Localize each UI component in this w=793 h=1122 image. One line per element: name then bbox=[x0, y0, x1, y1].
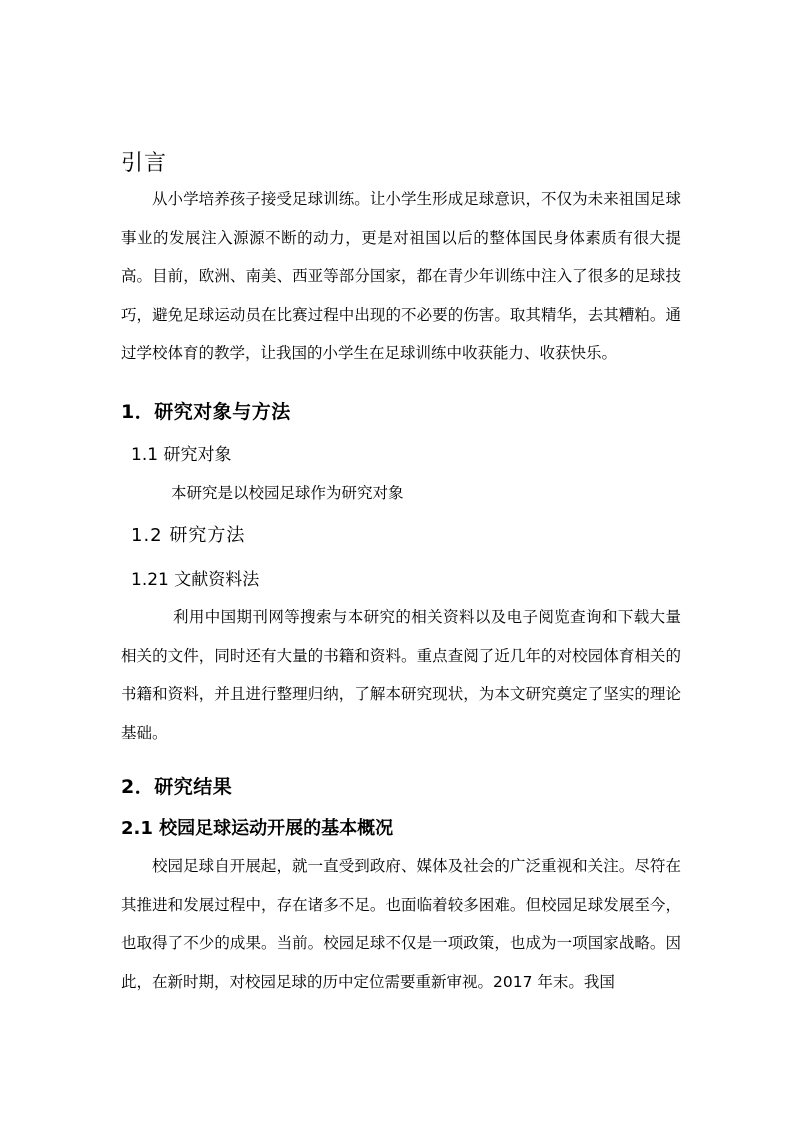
section-1-1-heading: 1.1 研究对象 bbox=[131, 445, 232, 465]
section-1-heading: 1．研究对象与方法 bbox=[121, 401, 291, 423]
section-1-1-text: 本研究是以校园足球作为研究对象 bbox=[171, 484, 404, 502]
section-2-1-paragraph: 校园足球自开展起，就一直受到政府、媒体及社会的广泛重视和关注。尽符在其推进和发展过程中，存在诸多不足。也面临着较多困难。但校园足球发展至今，也取得了不少的成果。当前。校园足球不仅是一项政策，也成为一项国家战略。因此，在新时期，对校园足球的历中定位需要重新审视。2017 年末。我国 bbox=[121, 857, 681, 991]
section-1-21-paragraph: 利用中国期刊网等搜索与本研究的相关资料以及电子阅览查询和下载大量相关的文件，同时还有大量的书籍和资料。重点查阅了近几年的对校园体育相关的书籍和资料，并且进行整理归纳，了解本研究现状，为本文研究奠定了坚实的理论基础。 bbox=[121, 608, 681, 742]
section-1-21-heading: 1.21 文献资料法 bbox=[131, 570, 260, 590]
intro-paragraph: 从小学培养孩子接受足球训练。让小学生形成足球意识，不仅为未来祖国足球事业的发展注入源源不断的动力，更是对祖国以后的整体国民身体素质有很大提高。目前，欧洲、南美、西亚等部分国家，都在青少年训练中注入了很多的足球技巧，避免足球运动员在比赛过程中出现的不必要的伤害。取其精华，去其糟粕。通过学校体育的教学，让我国的小学生在足球训练中收获能力、收获快乐。 bbox=[121, 190, 681, 362]
intro-heading: 引言 bbox=[121, 151, 168, 176]
section-1-2-heading: 1.2 研究方法 bbox=[131, 525, 246, 546]
section-2-heading: 2．研究结果 bbox=[121, 776, 233, 798]
section-2-1-heading: 2.1 校园足球运动开展的基本概况 bbox=[121, 818, 394, 839]
